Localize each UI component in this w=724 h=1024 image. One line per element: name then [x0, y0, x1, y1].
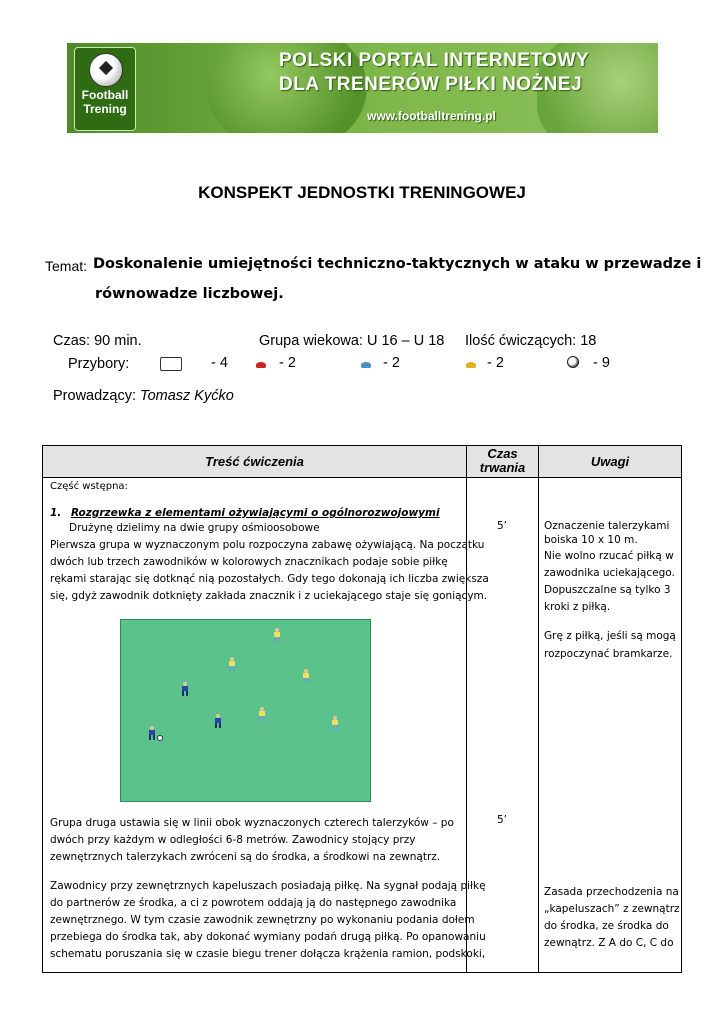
- note-line: Oznaczenie talerzykami: [544, 520, 670, 532]
- blue-cone-icon: [361, 362, 371, 368]
- description-line: schematu poruszania się w czasie biegu trener dołącza krążenia ramion, podskoki,: [50, 948, 486, 960]
- header-notes: Uwagi: [590, 454, 630, 469]
- yellow-cone-icon: [466, 362, 476, 368]
- description-line: dwóch lub trzech zawodników w kolorowych znacznikach podaje sobie piłkę: [50, 556, 448, 568]
- equipment-qty: - 2: [487, 355, 504, 371]
- player-yellow: [330, 716, 340, 730]
- description-line: Drużynę dzielimy na dwie grupy ośmioosobowe: [69, 522, 320, 534]
- description-line: rękami starając się dotknąć nią pozostałych. Gdy tego dokonają ich liczba zwiększa: [50, 573, 489, 585]
- note-line: Grę z piłką, jeśli są mogą: [544, 630, 676, 642]
- logo-text: Football Trening: [81, 88, 129, 116]
- player-yellow: [227, 657, 237, 671]
- player-blue: [213, 714, 223, 728]
- exercise-number: 1.: [50, 507, 62, 519]
- description-line: Pierwsza grupa w wyznaczonym polu rozpoczyna zabawę ożywiającą. Na początku: [50, 539, 485, 551]
- ball-icon: [567, 356, 579, 368]
- note-line: Nie wolno rzucać piłką w: [544, 550, 674, 562]
- note-line: Dopuszczalne są tylko 3: [544, 584, 671, 596]
- banner-title-line1: POLSKI PORTAL INTERNETOWY: [279, 50, 590, 71]
- ball-icon: [157, 735, 163, 741]
- description-line: Grupa druga ustawia się w linii obok wyznaczonych czterech talerzyków – po: [50, 817, 454, 829]
- topic-label: Temat:: [45, 258, 88, 274]
- equipment-qty: - 2: [383, 355, 400, 371]
- note-line: zewnątrz. Z A do C, C do: [544, 937, 674, 949]
- equipment-qty: - 4: [211, 355, 228, 371]
- leader-label: Prowadzący:: [53, 388, 137, 404]
- training-time: Czas: 90 min.: [53, 333, 142, 349]
- player-yellow: [257, 707, 267, 721]
- football-trening-logo: [74, 47, 136, 131]
- description-line: przebiega do środka tak, aby dokonać wymiany podań drugą piłką. Po opanowaniu: [50, 931, 486, 943]
- banner-title-line2: DLA TRENERÓW PIŁKI NOŻNEJ: [279, 74, 583, 95]
- header-banner: [67, 43, 658, 133]
- description-line: dwóch przy każdym w odległości 6-8 metrów. Zawodnicy stojący przy: [50, 834, 416, 846]
- description-line: zewnętrznego. W tym czasie zawodnik zewnętrzny po wykonaniu podania dołem: [50, 914, 475, 926]
- player-blue: [180, 682, 190, 696]
- player-blue: [147, 726, 157, 740]
- header-duration: Czas trwania: [479, 446, 526, 475]
- player-yellow: [272, 628, 282, 642]
- exercise-title: Rozgrzewka z elementami ożywiającymi o ogólnorozwojowymi: [70, 507, 440, 519]
- description-line: zewnętrznych talerzykach zwróceni są do środka, a środkowi na zewnątrz.: [50, 851, 441, 863]
- duration-value: 5’: [497, 814, 508, 826]
- description-line: Zawodnicy przy zewnętrznych kapeluszach posiadają piłkę. Na sygnał podają piłkę: [50, 880, 486, 892]
- equipment-label: Przybory:: [68, 356, 130, 372]
- note-line: Zasada przechodzenia na: [544, 886, 679, 898]
- description-line: się, gdyż zawodnik dotknięty zakłada znacznik i z uciekającego staje się goniącym.: [50, 590, 488, 602]
- leader-line: [53, 388, 234, 404]
- note-line: boiska 10 x 10 m.: [544, 534, 638, 546]
- topic-text-line2: równowadze liczbowej.: [95, 286, 284, 302]
- banner-url: www.footballtrening.pl: [367, 109, 496, 123]
- description-line: do partnerów ze środka, a ci z powrotem oddają ją do następnego zawodnika: [50, 897, 457, 909]
- section-label: Część wstępna:: [50, 481, 128, 492]
- column-divider: [538, 446, 539, 972]
- age-group: Grupa wiekowa: U 16 – U 18: [259, 333, 445, 349]
- equipment-qty: - 9: [593, 355, 610, 371]
- topic-text-line1: Doskonalenie umiejętności techniczno-taktycznych w ataku w przewadze i: [93, 256, 702, 272]
- note-line: zawodnika uciekającego.: [544, 567, 675, 579]
- participant-count: Ilość ćwiczących: 18: [465, 333, 597, 349]
- leader-name: Tomasz Kyćko: [140, 388, 234, 404]
- equipment-qty: - 2: [279, 355, 296, 371]
- header-content: Treść ćwiczenia: [205, 454, 304, 469]
- football-icon: [89, 53, 123, 87]
- goal-icon: [160, 357, 182, 371]
- note-line: rozpoczynać bramkarze.: [544, 648, 673, 660]
- duration-value: 5’: [497, 520, 508, 532]
- document-title: KONSPEKT JEDNOSTKI TRENINGOWEJ: [198, 183, 526, 202]
- note-line: „kapeluszach” z zewnątrz: [544, 903, 680, 915]
- note-line: do środka, ze środka do: [544, 920, 669, 932]
- note-line: kroki z piłką.: [544, 601, 611, 613]
- training-pitch-diagram: [120, 619, 371, 802]
- player-yellow: [301, 669, 311, 683]
- table-header: [43, 446, 681, 478]
- red-cone-icon: [256, 362, 266, 368]
